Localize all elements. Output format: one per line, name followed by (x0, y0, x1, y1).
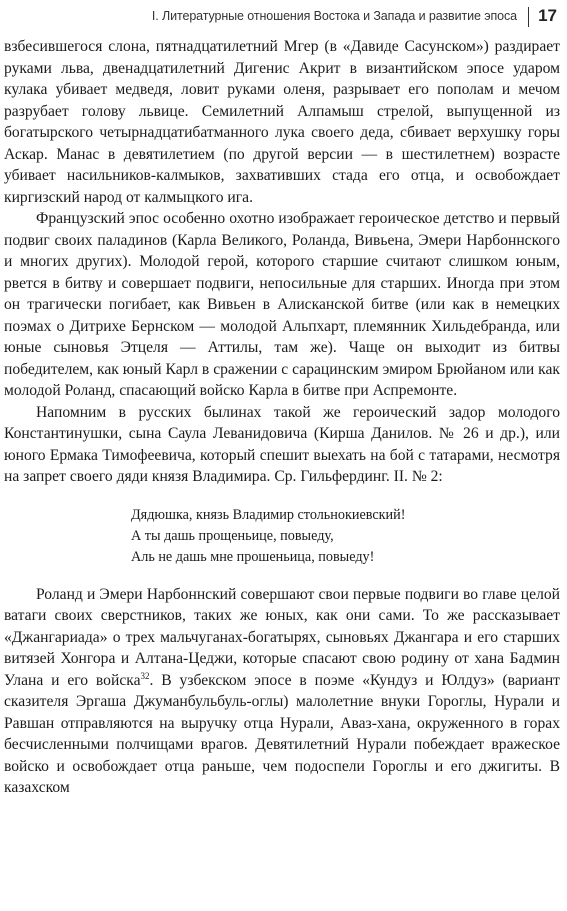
page-number: 17 (538, 6, 557, 25)
paragraph-4 (4, 584, 560, 799)
paragraph-3: Напомним в русских былинах такой же героический задор молодого Константинушки, сына Саула Леванидовича (Кирша Данилов. № 26 и др.), или юного Ермака Тимофеевича, который спешит выехать на бой с татарами, несмотря на запрет своего дяди князя Владимира. Ср. Гильфердинг. II. № 2: (4, 403, 560, 485)
main-text (4, 36, 560, 799)
verse-line-3: Аль не дашь мне прошеньица, повыеду! (131, 548, 375, 565)
running-header (0, 5, 560, 27)
paragraph-2: Французский эпос особенно охотно изображает героическое детство и первый подвиг своих паладинов (Карла Великого, Роланда, Вивьена, Эмери Нарбоннского и многих других). Молодой герой, которого старшие считают слишком юным, рвется в битву и совершает подвиги, непосильные для старших. Иногда при этом он трагически погибает, как Вивьен в Алисканской битве (или как в немецких поэмах о Дитрихе Бернском — молодой Альпхарт, племянник Хильдебранда, или юные сыновья Этцеля — Аттилы, там же). Чаще он выходит из битвы победителем, как юный Карл в сражении с сарацинским эмиром Брюйаном или как молодой Роланд, спасающий войско Карла в битве при Аспремонте. (4, 210, 560, 399)
header-divider (528, 7, 530, 27)
footnote-marker[interactable]: 32 (140, 670, 150, 681)
paragraph-4-text-a: Роланд и Эмери Нарбоннский совершают свои первые подвиги во главе целой ватаги своих сверстников, таких же юных, как они сами. То же рассказывает «Джангариада» о трех мальчуганах-богатырях, сыновьях Джангара и его старших витязей Хонгора и Алтана-Цеджи, которые спасают свою родину от хана Бадмин Улана и его войска (4, 585, 560, 689)
verse-line-2: А ты дашь прощеньице, повыеду, (131, 527, 334, 544)
paragraph-4-text-b: . В узбекском эпосе в поэме «Кундуз и Юлдуз» (вариант сказителя Эргаша Джуманбульбуль-оглы) малолетние внуки Гороглы, Нурали и Равшан отправляются на выручку отца Нурали, Аваз-хана, окруженного в горах бесчисленными полчищами врагов. Девятилетний Нурали побеждает вражеское войско и освобождает отца раньше, чем подоспели Гороглы и его джигиты. В казахском (4, 671, 560, 796)
verse-quote (131, 505, 560, 568)
paragraph-1: взбесившегося слона, пятнадцатилетний Мгер (в «Давиде Сасунском») раздирает руками льва, двенадцатилетний Дигенис Акрит в византийском эпосе ударом кулака убивает медведя, ловит руками оленя, разрывает его пополам и мечом разрубает голову львице. Семилетний Алпамыш стрелой, выпущенной из богатырского четырнадцатибатманного лука своего деда, сбивает верхушку горы Аскар. Манас в девятилетием (по другой версии — в шестилетнем) возрасте убивает насильников-калмыков, захвативших стада его отца, и освобождает киргизский народ от калмыцкого ига. (4, 38, 560, 206)
verse-line-1: Дядюшка, князь Владимир стольнокиевский! (131, 506, 406, 523)
running-title: I. Литературные отношения Востока и Запада и развитие эпоса (151, 9, 517, 23)
